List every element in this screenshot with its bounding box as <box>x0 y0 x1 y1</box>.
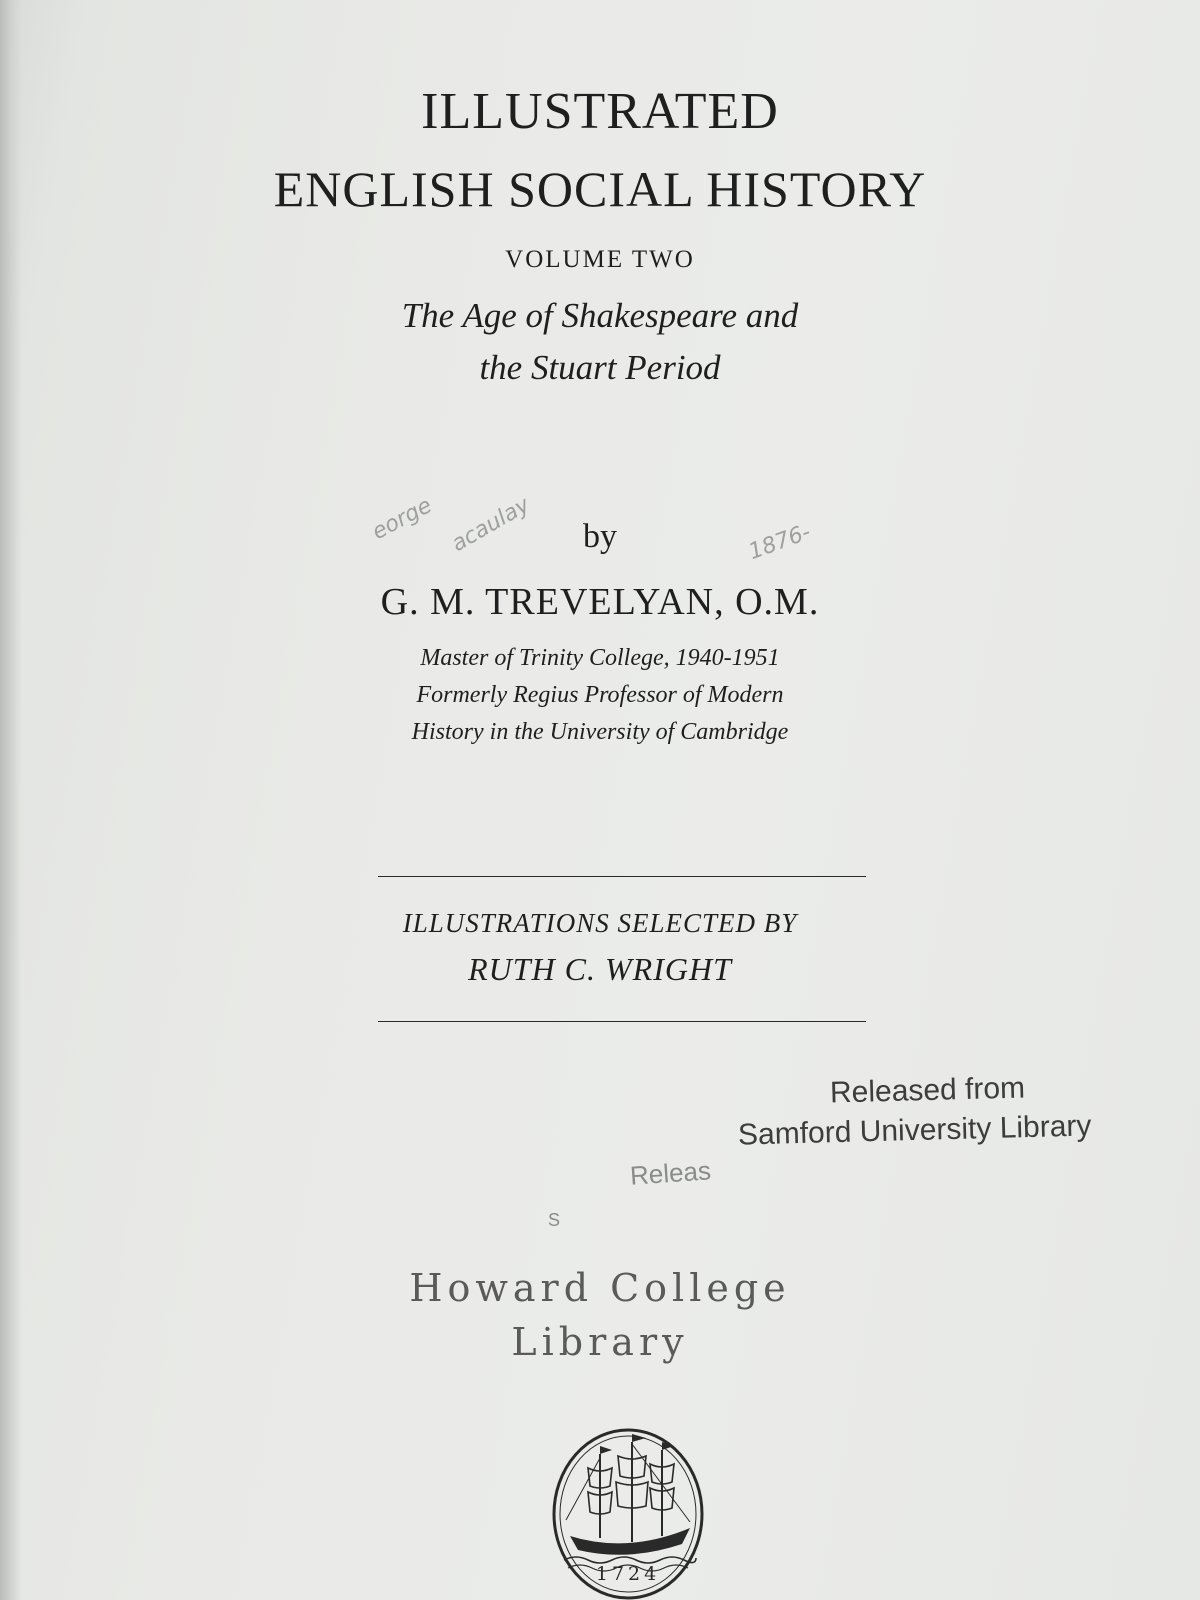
release-stamp-line-2: Samford University Library <box>737 1109 1092 1152</box>
byline: by <box>583 518 617 555</box>
divider <box>378 1021 866 1022</box>
faded-stamp-text: Releas <box>629 1155 712 1191</box>
seal-year: 1724 <box>595 1563 661 1585</box>
volume-label: VOLUME TWO <box>505 246 695 273</box>
illustrations-label: ILLUSTRATIONS SELECTED BY <box>402 908 798 938</box>
divider <box>378 876 866 877</box>
subtitle-line-2: the Stuart Period <box>479 348 721 387</box>
author-credential: Formerly Regius Professor of Modern <box>416 682 784 708</box>
pencil-note: acaulay <box>447 492 535 557</box>
author-name: G. M. TREVELYAN, O.M. <box>380 581 820 623</box>
author-credential: History in the University of Cambridge <box>411 719 789 745</box>
library-stamp-line-2: Library <box>511 1320 689 1364</box>
title-line-2: ENGLISH SOCIAL HISTORY <box>273 161 927 217</box>
faded-stamp-text: S <box>548 1210 561 1230</box>
release-stamp-line-1: Released from <box>829 1071 1026 1110</box>
pencil-note: 1876- <box>745 519 815 565</box>
title-line-1: ILLUSTRATED <box>421 83 779 140</box>
author-credential: Master of Trinity College, 1940-1951 <box>420 645 780 671</box>
library-stamp-line-1: Howard College <box>409 1266 791 1310</box>
pencil-note: eorge <box>368 493 437 545</box>
subtitle-line-1: The Age of Shakespeare and <box>401 296 799 335</box>
illustrator-name: RUTH C. WRIGHT <box>468 951 732 987</box>
